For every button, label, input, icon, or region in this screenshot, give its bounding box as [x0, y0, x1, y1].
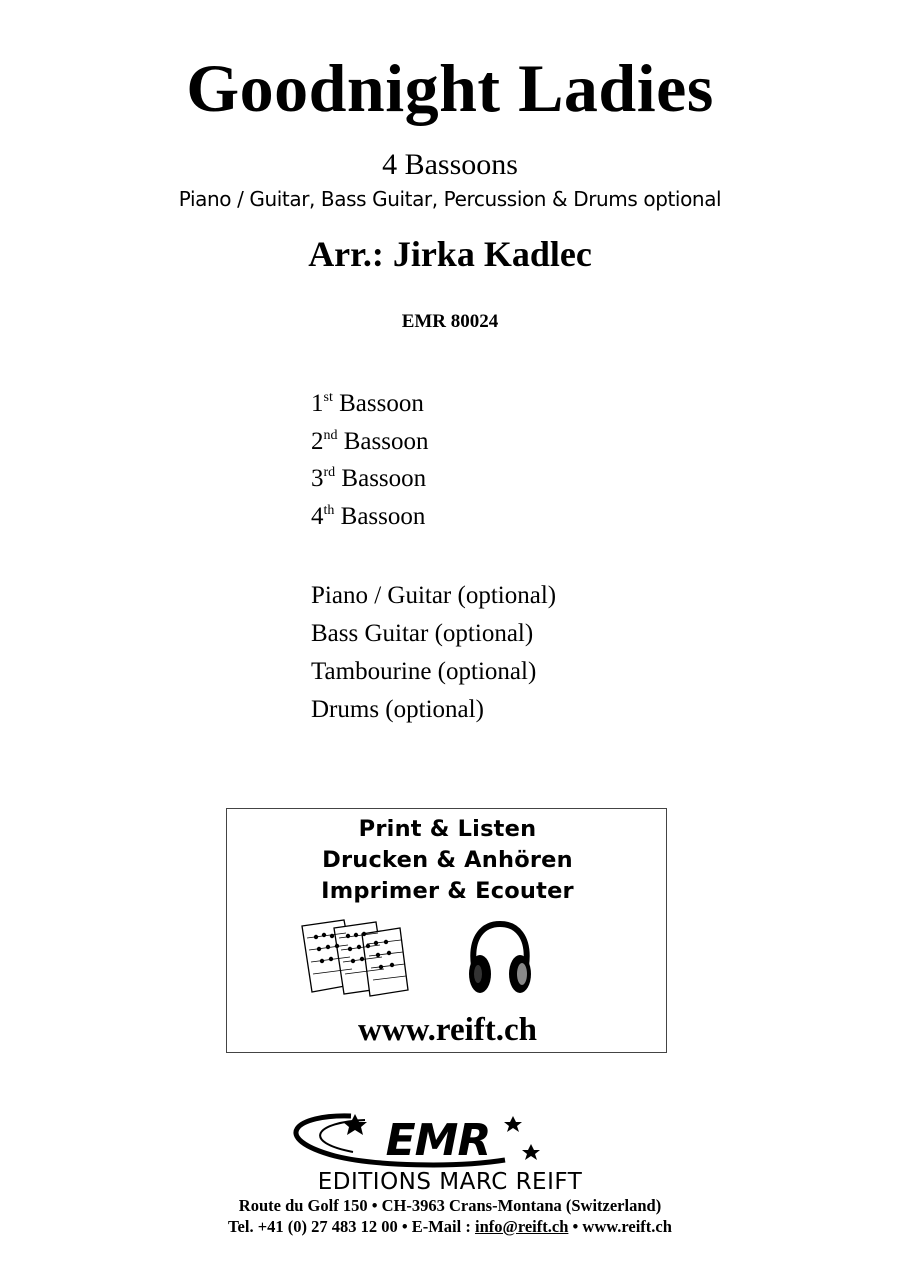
part-name: Bassoon [341, 465, 427, 493]
optional-part-item: Bass Guitar (optional) [311, 619, 534, 647]
contact-phone: Tel. +41 (0) 27 483 12 00 • E-Mail : [228, 1217, 475, 1236]
part-item [311, 423, 428, 461]
sheet-music-icon [300, 918, 412, 998]
emr-logo-mark: EMR [385, 1115, 491, 1166]
email-link[interactable]: info@reift.ch [474, 1217, 569, 1236]
part-item [311, 498, 428, 536]
part-ordinal-suffix: th [323, 503, 335, 519]
publisher-contact [0, 1216, 900, 1238]
page-title: Goodnight Ladies [186, 50, 714, 126]
promo-line-english: Print & Listen [358, 816, 537, 842]
contact-website: • www.reift.ch [568, 1217, 672, 1236]
part-item [311, 385, 428, 423]
part-item [311, 460, 428, 498]
optional-part-item: Piano / Guitar (optional) [311, 582, 557, 609]
headphones-icon [466, 920, 534, 998]
publisher-address: Route du Golf 150 • CH-3963 Crans-Montana (Switzerland) [238, 1196, 662, 1215]
promo-url[interactable]: www.reift.ch [357, 1012, 538, 1048]
ensemble-subtitle: 4 Bassoons [382, 148, 518, 181]
part-number: 2 [311, 427, 324, 455]
publisher-name: EDITIONS MARC REIFT [317, 1169, 583, 1195]
catalog-number: EMR 80024 [401, 311, 499, 332]
part-ordinal-suffix: st [323, 390, 333, 405]
promo-line-german: Drucken & Anhören [322, 847, 573, 873]
promo-line-french: Imprimer & Ecouter [321, 878, 574, 904]
optional-part-item: Drums (optional) [311, 695, 484, 723]
part-name: Bassoon [343, 427, 429, 455]
part-number: 4 [311, 503, 324, 531]
instrumentation-line: Piano / Guitar, Bass Guitar, Percussion & Drums optional [178, 187, 722, 211]
part-number: 1 [311, 390, 324, 417]
part-number: 3 [311, 465, 324, 493]
print-listen-box [226, 808, 667, 1053]
part-name: Bassoon [339, 390, 424, 417]
arranger-credit: Arr.: Jirka Kadlec [308, 234, 592, 274]
part-ordinal-suffix: nd [323, 427, 338, 443]
part-name: Bassoon [340, 503, 426, 531]
parts-list [311, 385, 428, 536]
optional-part-item: Tambourine (optional) [311, 657, 537, 685]
part-ordinal-suffix: rd [323, 465, 336, 481]
optional-parts-list [311, 577, 556, 729]
